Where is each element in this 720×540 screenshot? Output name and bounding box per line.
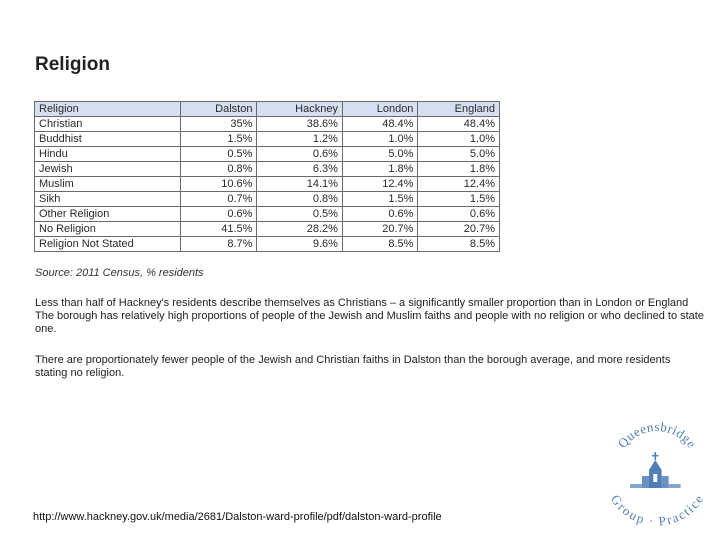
- religion-label: Muslim: [35, 177, 181, 192]
- table-row: [35, 192, 500, 207]
- table-cell: 5.0%: [418, 147, 500, 162]
- queensbridge-logo: [604, 408, 710, 534]
- table-row: [35, 222, 500, 237]
- table-row: [35, 132, 500, 147]
- table-cell: 28.2%: [257, 222, 343, 237]
- table-row: [35, 147, 500, 162]
- table-cell: 1.8%: [342, 162, 417, 177]
- table-cell: 35%: [181, 117, 257, 132]
- table-cell: 0.8%: [181, 162, 257, 177]
- page-title: Religion: [35, 54, 110, 75]
- religion-table: [34, 101, 500, 252]
- table-cell: 0.8%: [257, 192, 343, 207]
- table-cell: 1.0%: [418, 132, 500, 147]
- table-cell: 8.5%: [342, 237, 417, 252]
- religion-label: Sikh: [35, 192, 181, 207]
- church-icon: [630, 452, 681, 488]
- table-cell: 12.4%: [342, 177, 417, 192]
- table-cell: 1.0%: [342, 132, 417, 147]
- table-cell: 6.3%: [257, 162, 343, 177]
- table-cell: 8.5%: [418, 237, 500, 252]
- table-cell: 0.6%: [181, 207, 257, 222]
- table-cell: 14.1%: [257, 177, 343, 192]
- table-cell: 5.0%: [342, 147, 417, 162]
- table-cell: 20.7%: [418, 222, 500, 237]
- church-door: [653, 474, 657, 482]
- table-cell: 0.6%: [257, 147, 343, 162]
- table-header-row: [35, 102, 500, 117]
- table-row: [35, 237, 500, 252]
- table-row: [35, 207, 500, 222]
- table-cell: 20.7%: [342, 222, 417, 237]
- dalston-paragraph: There are proportionately fewer people of the Jewish and Christian faiths in Dalston than the borough average, and more residents stating no religion.: [35, 354, 671, 379]
- table-cell: 9.6%: [257, 237, 343, 252]
- column-header: Religion: [35, 102, 181, 117]
- table-cell: 1.8%: [418, 162, 500, 177]
- column-header: Hackney: [257, 102, 343, 117]
- religion-label: Religion Not Stated: [35, 237, 181, 252]
- table-cell: 10.6%: [181, 177, 257, 192]
- column-header: Dalston: [181, 102, 257, 117]
- table-cell: 1.5%: [418, 192, 500, 207]
- summary-paragraph: Less than half of Hackney's residents describe themselves as Christians – a significantly smaller proportion than in London or England The borough has relatively high proportions of people of the Jewish and Muslim faiths and people with no religion or who declined to state one.: [35, 297, 704, 335]
- logo-top-text: Queensbridge: [614, 418, 700, 451]
- source-note: Source: 2011 Census, % residents: [35, 267, 204, 279]
- table-row: [35, 177, 500, 192]
- table-cell: 12.4%: [418, 177, 500, 192]
- column-header: England: [418, 102, 500, 117]
- table-cell: 8.7%: [181, 237, 257, 252]
- table-row: [35, 162, 500, 177]
- table-cell: 41.5%: [181, 222, 257, 237]
- religion-label: Other Religion: [35, 207, 181, 222]
- religion-label: No Religion: [35, 222, 181, 237]
- table-cell: 0.7%: [181, 192, 257, 207]
- source-url: http://www.hackney.gov.uk/media/2681/Dalston-ward-profile/pdf/dalston-ward-profile: [33, 511, 442, 523]
- table-cell: 1.5%: [342, 192, 417, 207]
- table-cell: 0.6%: [418, 207, 500, 222]
- table-cell: 0.6%: [342, 207, 417, 222]
- table-cell: 0.5%: [181, 147, 257, 162]
- table-cell: 48.4%: [418, 117, 500, 132]
- table-cell: 48.4%: [342, 117, 417, 132]
- religion-label: Buddhist: [35, 132, 181, 147]
- column-header: London: [342, 102, 417, 117]
- logo-bottom-text: Group · Practice: [607, 491, 707, 529]
- table-cell: 1.2%: [257, 132, 343, 147]
- religion-label: Jewish: [35, 162, 181, 177]
- table-row: [35, 117, 500, 132]
- table-cell: 38.6%: [257, 117, 343, 132]
- table-cell: 1.5%: [181, 132, 257, 147]
- religion-label: Christian: [35, 117, 181, 132]
- religion-label: Hindu: [35, 147, 181, 162]
- table-cell: 0.5%: [257, 207, 343, 222]
